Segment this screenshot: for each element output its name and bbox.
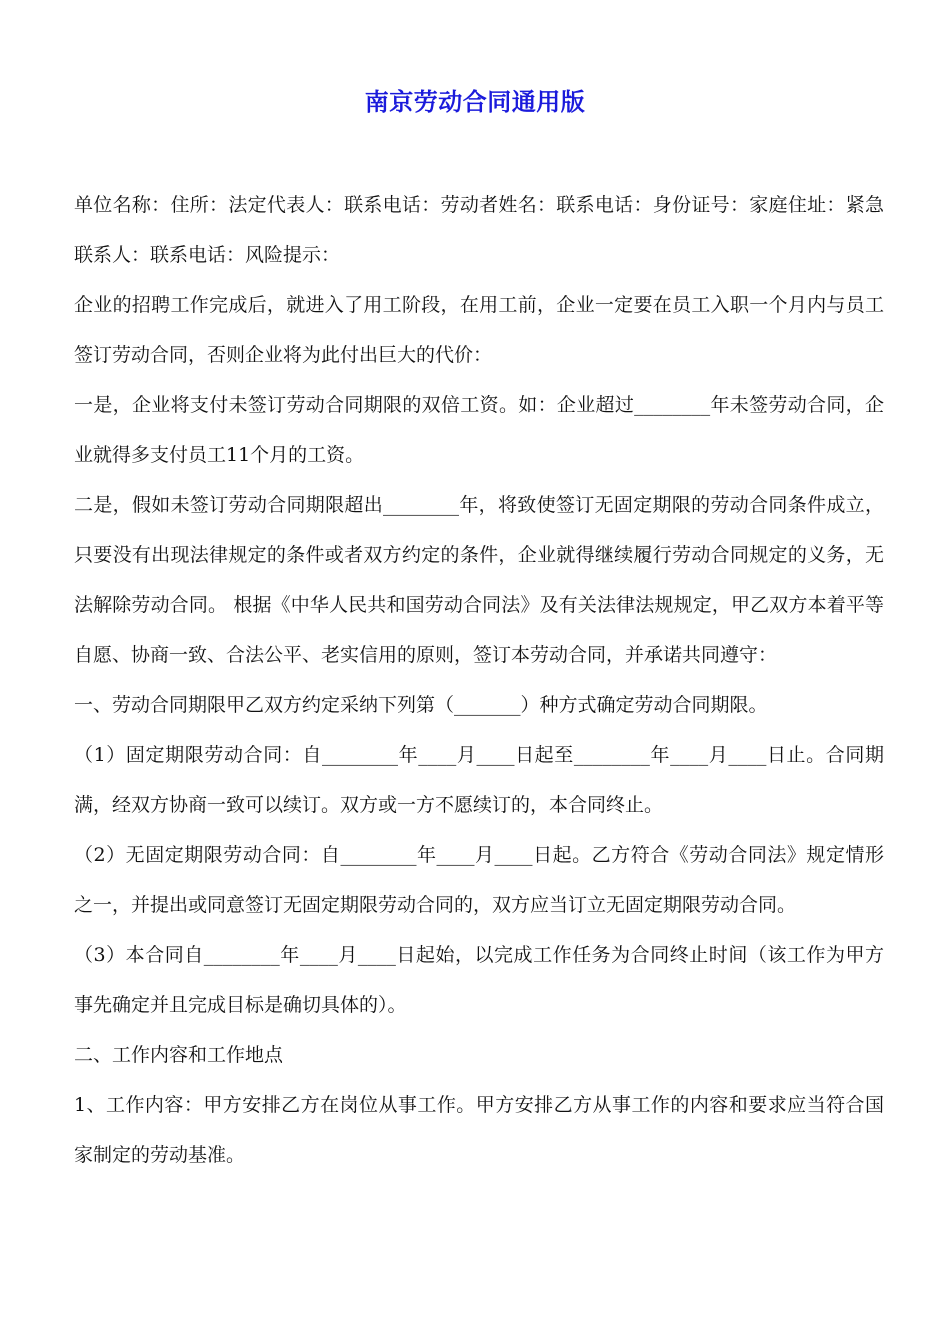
paragraph-work-heading: 二、工作内容和工作地点 bbox=[74, 1044, 284, 1066]
paragraph-risk-one: 一是，企业将支付未签订劳动合同期限的双倍工资。如：企业超过________年未签劳动合同，企业就得多支付员工11个月的工资。 bbox=[74, 394, 884, 466]
paragraph-risk-intro: 企业的招聘工作完成后，就进入了用工阶段，在用工前，企业一定要在员工入职一个月内与员工签订劳动合同，否则企业将为此付出巨大的代价： bbox=[74, 294, 884, 366]
paragraph-risk-two: 二是，假如未签订劳动合同期限超出________年，将致使签订无固定期限的劳动合同条件成立，只要没有出现法律规定的条件或者双方约定的条件，企业就得继续履行劳动合同规定的义务，无法解除劳动合同。 根据《中华人民共和国劳动合同法》及有关法律法规规定，甲乙双方本着平等自愿、协商一致、合法公平、老实信用的原则，签订本劳动合同，并承诺共同遵守： bbox=[74, 494, 884, 666]
paragraph-work-content: 1、工作内容：甲方安排乙方在岗位从事工作。甲方安排乙方从事工作的内容和要求应当符合国家制定的劳动基准。 bbox=[74, 1094, 884, 1166]
paragraph-open-term: （2）无固定期限劳动合同：自________年____月____日起。乙方符合《劳动合同法》规定情形之一，并提出或同意签订无固定期限劳动合同的，双方应当订立无固定期限劳动合同。 bbox=[74, 844, 884, 916]
paragraph-fixed-term: （1）固定期限劳动合同：自________年____月____日起至________年____月____日止。合同期满，经双方协商一致可以续订。双方或一方不愿续订的，本合同终止。 bbox=[74, 744, 884, 816]
paragraph-term-heading: 一、劳动合同期限甲乙双方约定采纳下列第（_______）种方式确定劳动合同期限。 bbox=[74, 694, 768, 716]
paragraph-party-info: 单位名称：住所：法定代表人：联系电话：劳动者姓名：联系电话：身份证号：家庭住址：紧急联系人：联系电话：风险提示： bbox=[74, 194, 884, 266]
document-body bbox=[74, 180, 884, 1180]
paragraph-task-term: （3）本合同自________年____月____日起始，以完成工作任务为合同终止时间（该工作为甲方事先确定并且完成目标是确切具体的）。 bbox=[74, 944, 884, 1016]
document-title: 南京劳动合同通用版 bbox=[364, 88, 586, 116]
